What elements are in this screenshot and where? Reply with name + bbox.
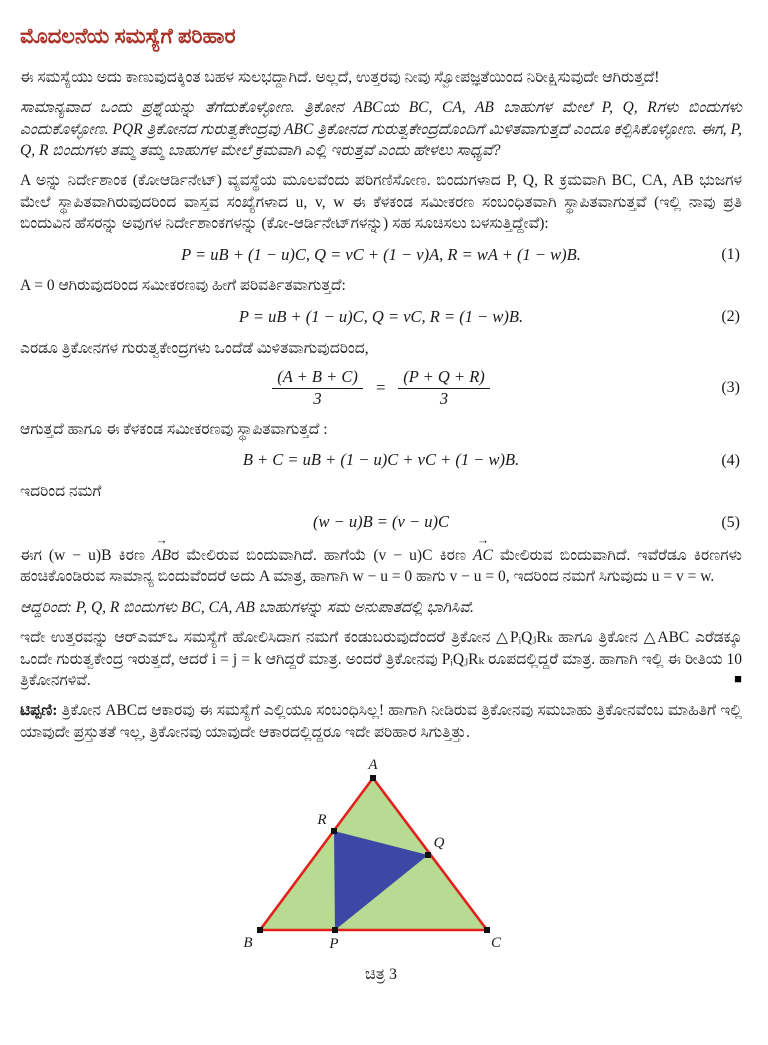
vector-ac [473,533,493,566]
paragraph-centroids: ಎರಡೂ ತ್ರಿಕೋನಗಳ ಗುರುತ್ವಕೇಂದ್ರಗಳು ಒಂದೆಡೆ ಮಿಳಿತವಾಗುವುದರಿಂದ, [20,339,369,357]
paragraph-setup: A ಅನ್ನು ನಿರ್ದೇಶಾಂಕ (ಕೋಆರ್ಡಿನೇಟ್) ವ್ಯವಸ್ಥೆಯ ಮೂಲವೆಂದು ಪರಿಗಣಿಸೋಣ. ಬಿಂದುಗಳಾದ P, Q, R ಕ್ರಮವಾಗಿ BC, CA, AB ಭುಜಗಳ ಮೇಲೆ ಸ್ಥಾಪಿತವಾಗಿರುವುದರಿಂದ ವಾಸ್ತವ ಸಂಖ್ಯೆಗಳಾದ u, v, w ಈ ಕೆಳಕಂಡ ಸಮೀಕರಣ ಸಂಬಂಧಿತವಾಗಿ ಸ್ಥಾಪಿತವಾಗುತ್ತವೆ (ಇಲ್ಲಿ ನಾವು ಪ್ರತಿ ಬಿಂದುವಿನ ಹೆಸರನ್ನು ಅವುಗಳ ನಿರ್ದೇಶಾಂಕಗಳನ್ನು (ಕೋ-ಆರ್ಡಿನೇಟ್‌ಗಳನ್ನು) ಸಹ ಸೂಚಿಸಲು ಬಳಸುತ್ತಿದ್ದೇವೆ): [20,172,742,233]
point-marker-c [484,927,490,933]
paragraph-after-eq3: ಆಗುತ್ತದೆ ಹಾಗೂ ಈ ಕೆಳಕಂಡ ಸಮೀಕರಣವು ಸ್ಥಾಪಿತವಾಗುತ್ತದೆ : [20,420,328,438]
equation-3-right-denominator: 3 [439,388,449,408]
label-point-q: Q [433,835,445,852]
rmo-comparison-text: ಇದೇ ಉತ್ತರವನ್ನು ಆರ್‌ಎಮ್‌ಒ ಸಮಸ್ಯೆಗೆ ಹೋಲಿಸಿದಾಗ ನಮಗೆ ಕಂಡುಬರುವುದೆಂದರೆ ತ್ರಿಕೋನ △PᵢQⱼRₖ ಹಾಗೂ ತ್ರಿಕೋನ △ABC ಎರೆಡಕ್ಕೂ ಒಂದೇ ಗುರುತ್ವಕೇಂದ್ರ ಇರುತ್ತದೆ, ಆದರೆ i = j = k ಆಗಿದ್ದರೆ ಮಾತ್ರ. ಅಂದರೆ ತ್ರಿಕೋನವು PᵢQⱼRₖ ರೂಪದಲ್ಲಿದ್ದರೆ ಮಾತ್ರ. ಹಾಗಾಗಿ ಇಲ್ಲಿ ಈ ರೀತಿಯ 10 ತ್ರಿಕೋನಗಳಿವೆ. [20,629,742,689]
vector-arrow-icon: → [476,533,490,548]
page-title: ಮೊದಲನೆಯ ಸಮಸ್ಯೆಗೆ ಪರಿಹಾರ [20,24,236,48]
label-vertex-a: A [368,757,378,774]
page [20,22,742,987]
equation-4 [20,449,742,472]
note-label: ಟಿಪ್ಪಣಿ: [20,702,58,720]
triangle-diagram [226,752,536,954]
equation-3 [20,368,742,409]
paragraph-conclusion: ಆದ್ದರಿಂದ: P, Q, R ಬಿಂದುಗಳು BC, CA, AB ಬಾಹುಗಳನ್ನು ಸಮ ಅನುಪಾತದಲ್ಲಿ ಭಾಗಿಸಿವೆ. [20,598,474,616]
label-point-r: R [317,812,327,829]
label-vertex-c: C [490,935,502,952]
point-marker-a [370,775,376,781]
equation-1-body: P = uB + (1 − u)C, Q = vC + (1 − v)A, R = wA + (1 − w)B. [181,244,581,264]
vector-arrow-icon: → [155,533,168,548]
point-marker-r [331,828,337,834]
vector-ac-base: AC [473,547,493,565]
figure-triangle [20,752,742,986]
paragraph-rmo-comparison [20,627,742,691]
paragraph-intro: ಈ ಸಮಸ್ಯೆಯು ಅದು ಕಾಣುವುದಕ್ಕಿಂತ ಬಹಳ ಸುಲಭದ್ದಾಗಿದೆ. ಅಲ್ಲದೆ, ಉತ್ತರವು ನೀವು ಸ್ವೋಪಜ್ಞತೆಯಿಂದ ನಿರೀಕ್ಷಿಸುವುದೇ ಆಗಿರುತ್ತದೆ! [20,68,660,86]
ray-text-2: ರ ಮೇಲಿರುವ ಬಿಂದುವಾಗಿದೆ. ಹಾಗೆಯೆ (v − u)C ಕಿರಣ [170,547,474,565]
equation-3-right-fraction [398,368,490,409]
equation-5 [20,511,742,534]
equation-3-left-numerator: (A + B + C) [272,368,363,389]
equation-5-number: (5) [721,513,740,531]
equation-3-left-denominator: 3 [313,388,322,408]
point-marker-p [332,927,338,933]
equation-3-left-fraction [272,368,363,409]
figure-caption: ಚಿತ್ರ 3 [365,966,397,984]
equation-4-number: (4) [721,451,740,469]
equation-4-body: B + C = uB + (1 − u)C + vC + (1 − w)B. [242,450,520,470]
point-marker-q [425,852,431,858]
equation-3-right-numerator: (P + Q + R) [398,368,490,389]
paragraph-problem-statement: ಸಾಮಾನ್ಯವಾದ ಒಂದು ಪ್ರಶ್ನೆಯನ್ನು ತೆಗೆದುಕೊಳ್ಳೋಣ. ತ್ರಿಕೋನ ABCಯ BC, CA, AB ಬಾಹುಗಳ ಮೇಲೆ P, Q, Rಗಳು ಬಿಂದುಗಳು ಎಂದುಕೊಳ್ಳೋಣ. PQR ತ್ರಿಕೋನದ ಗುರುತ್ವಕೇಂದ್ರವು ABC ತ್ರಿಕೋನದ ಗುರುತ್ವಕೇಂದ್ರದೊಂದಿಗೆ ಮಿಳಿತವಾಗುತ್ತದೆ ಎಂದೂ ಕಲ್ಪಿಸಿಕೊಳ್ಳೋಣ. ಈಗ, P, Q, R ಬಿಂದುಗಳು ತಮ್ಮ ತಮ್ಮ ಬಾಹುಗಳ ಮೇಲೆ ಕ್ರಮವಾಗಿ ಎಲ್ಲಿ ಇರುತ್ತವೆ ಎಂದು ಹೇಳಲು ಸಾಧ್ಯವೆ? [20,99,742,160]
note-text: ತ್ರಿಕೋನ ABCದ ಆಕಾರವು ಈ ಸಮಸ್ಯೆಗೆ ಎಲ್ಲಿಯೂ ಸಂಬಂಧಿಸಿಲ್ಲ! ಹಾಗಾಗಿ ನೀಡಿರುವ ತ್ರಿಕೋನವು ಸಮಬಾಹು ತ್ರಿಕೋನವೆಂಬ ಮಾಹಿತಿಗೆ ಇಲ್ಲಿ ಯಾವುದೇ ಪ್ರಸ್ತುತತೆ ಇಲ್ಲ, ತ್ರಿಕೋನವು ಯಾವುದೇ ಆಕಾರದಲ್ಲಿದ್ದರೂ ಇದೇ ಪರಿಹಾರ ಸಿಗುತ್ತಿತ್ತು. [20,702,742,741]
qed-square-icon: ■ [734,671,742,687]
ray-text-1: ಈಗ (w − u)B ಕಿರಣ [20,547,153,565]
paragraph-from-this: ಇದರಿಂದ ನಮಗೆ [20,482,102,500]
equation-2-number: (2) [721,308,740,326]
equation-3-number: (3) [721,379,740,397]
label-point-p: P [329,936,339,953]
equation-3-equals: = [374,377,387,397]
equation-2-body: P = uB + (1 − u)C, Q = vC, R = (1 − w)B. [238,306,524,326]
paragraph-note [20,700,742,743]
vector-ab-base: AB [152,547,171,565]
ray-text-3: ಮೇಲಿರುವ ಬಿಂದುವಾಗಿದೆ. ಇವೆರೆಡೂ ಕಿರಣಗಳು ಹಂಚಿಕೊಂಡಿರುವ ಸಾಮಾನ್ಯ ಬಿಂದುವೆಂದರೆ ಅದು A ಮಾತ್ರ, ಹಾಗಾಗಿ w − u = 0 ಹಾಗು v − u = 0, ಇದರಿಂದ ನಮಗೆ ಸಿಗುವುದು u = v = w. [20,547,742,586]
point-marker-b [257,927,263,933]
paragraph-rays [20,533,742,588]
equation-2 [20,306,742,329]
paragraph-after-eq1: A = 0 ಆಗಿರುವುದರಿಂದ ಸಮೀಕರಣವು ಹೀಗೆ ಪರಿವರ್ತಿತವಾಗುತ್ತದೆ: [20,277,346,295]
equation-1-number: (1) [721,245,740,263]
vector-ab [152,533,171,566]
label-vertex-b: B [243,935,253,952]
equation-5-body: (w − u)B = (v − u)C [312,512,450,532]
equation-1 [20,244,742,267]
